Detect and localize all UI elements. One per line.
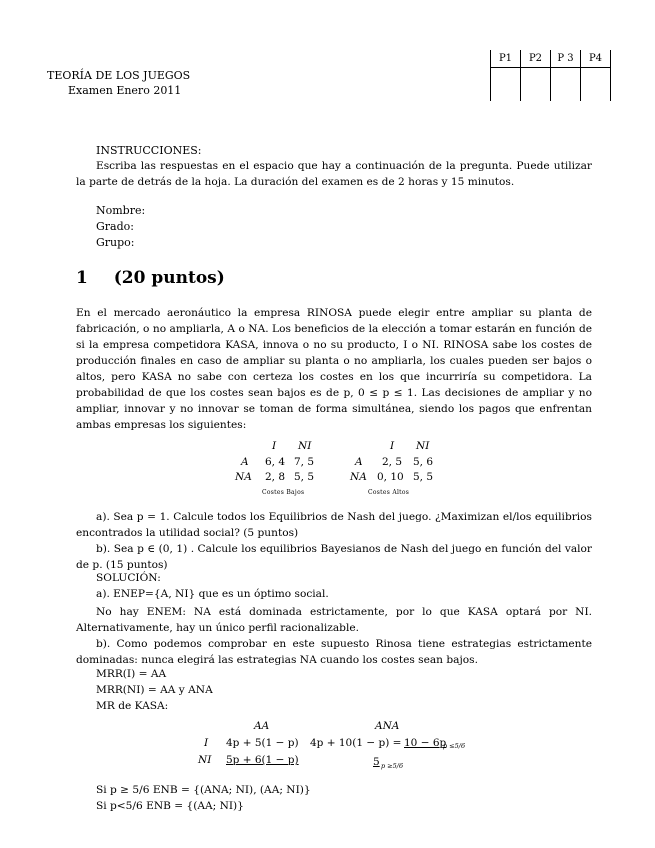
matrix-cell: 0, 10 <box>377 471 404 483</box>
matrix-row-label: NA <box>350 471 367 483</box>
matrix-cell: 7, 5 <box>294 456 315 468</box>
matrix-col: NI <box>416 440 430 452</box>
solution-a1: a). ENEP={A, NI} que es un óptimo social. <box>96 588 329 600</box>
conclusion-2: Si p<5/6 ENB = {(AA; NI)} <box>96 800 244 812</box>
score-cell <box>491 68 521 102</box>
kasa-cell-underlined: 5 <box>373 756 380 768</box>
matrix-col: NI <box>298 440 312 452</box>
solution-mr3: MR de KASA: <box>96 700 169 712</box>
solution-mr2: MRR(NI) = AA y ANA <box>96 684 213 696</box>
question-a: a). Sea p = 1. Calcule todos los Equilibrios de Nash del juego. ¿Maximizan el/los equilibrios encontrados la utilidad social? (5 puntos) <box>76 511 592 539</box>
score-col-p3: P 3 <box>551 50 581 68</box>
kasa-cell-underlined: 5p + 6(1 − p) <box>226 754 299 766</box>
matrix-cell: 2, 8 <box>265 471 286 483</box>
matrix-row-label: NA <box>235 471 252 483</box>
matrix-col: I <box>390 440 395 452</box>
score-col-p2: P2 <box>521 50 551 68</box>
conclusion-1: Si p ≥ 5/6 ENB = {(ANA; NI), (AA; NI)} <box>96 784 311 796</box>
instructions-title: INSTRUCCIONES: <box>96 144 202 157</box>
section-heading <box>76 268 225 288</box>
kasa-cell: 4p + 5(1 − p) <box>226 737 299 749</box>
solution-title: SOLUCIÓN: <box>96 572 161 584</box>
score-cell <box>551 68 581 102</box>
kasa-row-label: I <box>204 737 209 749</box>
matrix-cell: 5, 6 <box>413 456 434 468</box>
instructions-text: Escriba las respuestas en el espacio que hay a continuación de la pregunta. Puede utilizar la parte de detrás de la hoja. La duración del examen es de 2 horas y 15 minutos. <box>76 160 592 188</box>
problem-text: En el mercado aeronáutico la empresa RINOSA puede elegir entre ampliar su planta de fabricación, o no ampliarla, A o NA. Los beneficios de la elección a tomar estarán en función de si la empresa competidora KASA, innova o no su producto, I o NI. RINOSA sabe los costes de producción finales en caso de ampliar su planta o no ampliarla, los cuales pueden ser bajos o altos, pero KASA no sabe con certeza los costes en los que incurriría su competidora. La probabilidad de que los costes sean bajos es de p, 0 ≤ p ≤ 1. Las decisiones de ampliar y no ampliar, innovar y no innovar se toman de forma simultánea, siendo los pagos que enfrentan ambas empresas los siguientes: <box>76 307 592 431</box>
score-cell <box>581 68 611 102</box>
solution-b1: b). Como podemos comprobar en este supuesto Rinosa tiene estrategias estrictamente dominadas: nunca elegirá las estrategias NA cuando los costes sean bajos. <box>76 638 592 666</box>
score-col-p1: P1 <box>491 50 521 68</box>
kasa-cell-underlined: 10 − 6p <box>404 737 447 749</box>
matrix-col: I <box>272 440 277 452</box>
kasa-condition: p ≥5/6 <box>381 762 404 770</box>
exam-title: Examen Enero 2011 <box>68 84 182 97</box>
score-table <box>490 50 611 101</box>
matrix-cell: 2, 5 <box>382 456 403 468</box>
kasa-col: ANA <box>375 720 400 732</box>
matrix-cell: 6, 4 <box>265 456 286 468</box>
solution-a2: No hay ENEM: NA está dominada estrictamente, por lo que KASA optará por NI. Alternativamente, hay un único perfil racionalizable. <box>76 606 592 634</box>
score-col-p4: P4 <box>581 50 611 68</box>
kasa-condition: p ≤5/6 <box>443 742 466 750</box>
matrix-cell: 5, 5 <box>413 471 434 483</box>
matrix-row-label: A <box>355 456 363 468</box>
grade-label: Grado: <box>96 220 134 233</box>
kasa-cell: 4p + 10(1 − p) = <box>310 737 402 749</box>
matrix-row-label: A <box>241 456 249 468</box>
section-title: (20 puntos) <box>113 268 225 288</box>
matrix-caption: Costes Altos <box>368 489 410 496</box>
kasa-col: AA <box>254 720 270 732</box>
question-b: b). Sea p ∈ (0, 1) . Calcule los equilibrios Bayesianos de Nash del juego en función del valor de p. (15 puntos) <box>76 543 592 571</box>
matrix-cell: 5, 5 <box>294 471 315 483</box>
course-title: TEORÍA DE LOS JUEGOS <box>47 69 191 82</box>
matrix-caption: Costes Bajos <box>262 489 305 496</box>
solution-mr1: MRR(I) = AA <box>96 668 167 680</box>
group-label: Grupo: <box>96 236 135 249</box>
score-cell <box>521 68 551 102</box>
section-number: 1 <box>76 268 88 288</box>
kasa-row-label: NI <box>198 754 212 766</box>
name-label: Nombre: <box>96 204 146 217</box>
